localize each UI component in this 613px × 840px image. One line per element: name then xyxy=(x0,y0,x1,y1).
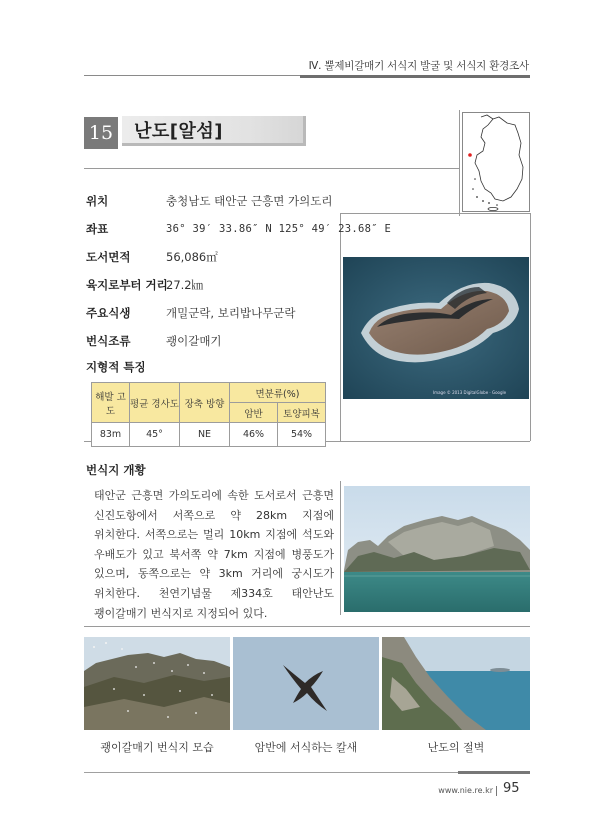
footer-rule-accent xyxy=(458,771,530,774)
info-value: 27.2㎞ xyxy=(166,278,204,292)
frame-line xyxy=(340,213,341,441)
header-coverage: 면분류(%) xyxy=(230,383,326,403)
swift-photo xyxy=(233,637,379,730)
info-row-location xyxy=(86,192,333,210)
value-soil: 54% xyxy=(278,423,326,447)
header-aspect: 장축 방향 xyxy=(180,383,230,423)
value-aspect: NE xyxy=(180,423,230,447)
info-row-breeding-birds xyxy=(86,332,222,350)
info-label: 번식조류 xyxy=(86,334,131,348)
cliff-photo xyxy=(382,637,530,730)
frame-line xyxy=(340,481,341,615)
header-soil: 토양피복 xyxy=(278,403,326,423)
breeding-paragraph: 태안군 근흥면 가의도리에 속한 도서로서 근흥면 신진도항에서 서쪽으로 약 28km 지점에 위치한다. 서쪽으로는 멀리 10km 지점에 석도와 우배도가 있고 북서쪽 약 7km 지점에 병풍도가 있으며, 동쪽으로는 약 3km 거리에 궁시도가 위치한다. 천연기념물 제334호 태안난도 괭이갈매기 번식지로 지정되어 있다. xyxy=(94,489,334,620)
aerial-island-photo xyxy=(343,257,529,399)
header-rock: 암반 xyxy=(230,403,278,423)
site-title-box xyxy=(122,116,306,146)
gull-colony-photo xyxy=(84,637,230,730)
info-label: 위치 xyxy=(86,194,109,208)
breeding-heading: 번식지 개황 xyxy=(86,463,146,477)
info-value: 36° 39′ 33.86″ N 125° 49′ 23.68″ E xyxy=(166,223,392,235)
caption-gull-colony: 괭이갈매기 번식지 모습 xyxy=(100,741,214,754)
info-row-area xyxy=(86,248,218,266)
location-minimap xyxy=(462,112,530,212)
value-slope: 45° xyxy=(130,423,180,447)
korea-map-icon xyxy=(463,113,529,211)
section-rule xyxy=(84,626,530,627)
footer-url: www.nie.re.kr xyxy=(438,786,493,795)
value-altitude: 83m xyxy=(92,423,130,447)
footer-separator xyxy=(496,786,497,796)
info-label: 주요식생 xyxy=(86,306,131,320)
info-row-coordinates xyxy=(86,220,391,238)
info-row-distance xyxy=(86,276,203,294)
info-value: 충청남도 태안군 근흥면 가의도리 xyxy=(166,194,333,208)
header-altitude: 해발 고도 xyxy=(92,383,130,423)
frame-line xyxy=(530,213,531,441)
terrain-table xyxy=(91,382,326,447)
header-slope: 평균 경사도 xyxy=(130,383,180,423)
info-value: 개밀군락, 보리밥나무군락 xyxy=(166,306,296,320)
island-view-photo xyxy=(344,486,530,612)
frame-line xyxy=(84,168,460,169)
caption-swift: 암반에 서식하는 칼새 xyxy=(254,741,358,754)
terrain-heading: 지형적 특징 xyxy=(86,360,146,374)
info-value: 괭이갈매기 xyxy=(166,334,222,348)
site-title: 난도[알섬] xyxy=(134,120,224,142)
caption-cliff: 난도의 절벽 xyxy=(427,741,485,754)
info-label: 육지로부터 거리 xyxy=(86,278,168,292)
info-label: 도서면적 xyxy=(86,250,131,264)
frame-line xyxy=(459,110,460,216)
info-row-vegetation xyxy=(86,304,296,322)
info-label: 좌표 xyxy=(86,222,109,236)
header-rule-accent xyxy=(300,75,530,78)
frame-line xyxy=(340,213,530,214)
chapter-header: Ⅳ. 뿔제비갈매기 서식지 발굴 및 서식지 환경조사 xyxy=(308,60,529,72)
aerial-credit: Image © 2013 DigitalGlobe · Google xyxy=(433,390,507,395)
site-number: 15 xyxy=(84,117,118,149)
value-rock: 46% xyxy=(230,423,278,447)
page-number: 95 xyxy=(503,781,520,796)
info-value: 56,086㎡ xyxy=(166,250,218,264)
